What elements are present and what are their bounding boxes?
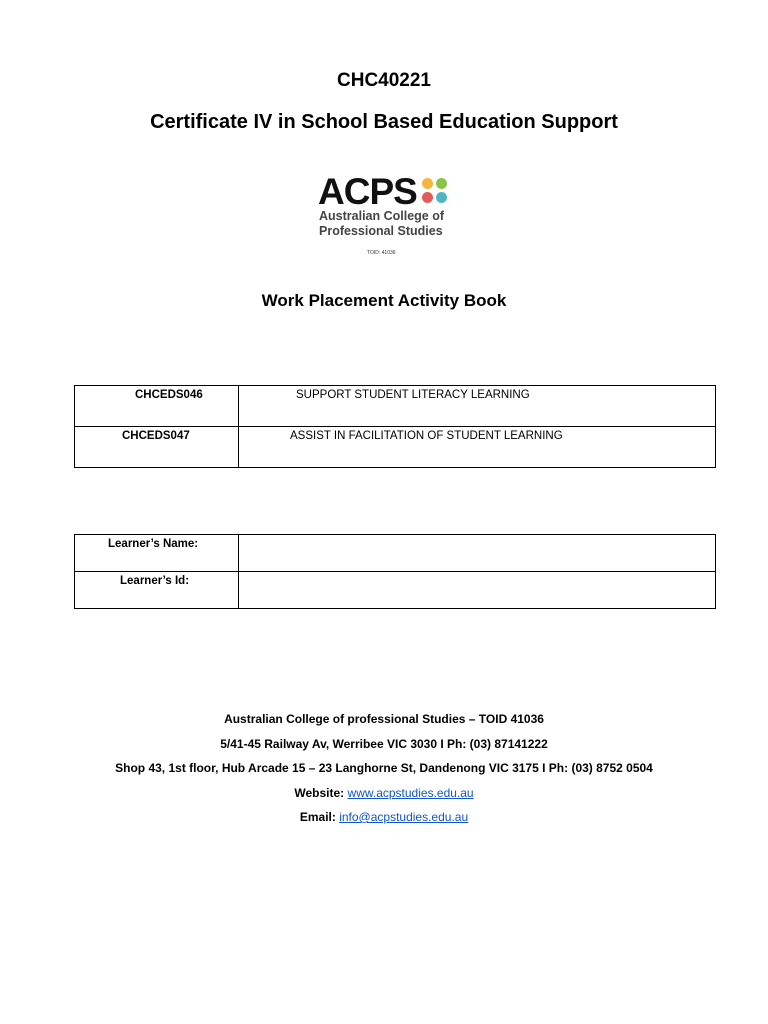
unit-code: CHCEDS047 bbox=[122, 430, 190, 442]
logo-dot-2 bbox=[436, 178, 447, 189]
learner-name-field[interactable] bbox=[239, 535, 716, 572]
contact-footer bbox=[0, 707, 768, 830]
unit-title-cell bbox=[239, 386, 716, 427]
email-line bbox=[0, 805, 768, 830]
table-row bbox=[75, 572, 716, 609]
unit-title: SUPPORT STUDENT LITERACY LEARNING bbox=[296, 389, 530, 401]
table-row bbox=[75, 427, 716, 468]
learner-id-label-cell bbox=[75, 572, 239, 609]
units-table bbox=[74, 385, 716, 468]
logo-dot-4 bbox=[436, 192, 447, 203]
unit-code: CHCEDS046 bbox=[135, 389, 203, 401]
table-row bbox=[75, 386, 716, 427]
learner-id-value bbox=[239, 572, 715, 575]
website-label: Website: bbox=[294, 785, 345, 800]
email-link[interactable]: info@acpstudies.edu.au bbox=[339, 810, 469, 824]
college-line: Australian College of professional Studies – TOID 41036 bbox=[224, 712, 544, 726]
learner-name-label: Learner’s Name: bbox=[108, 538, 199, 550]
book-title: Work Placement Activity Book bbox=[261, 291, 507, 310]
unit-title: ASSIST IN FACILITATION OF STUDENT LEARNING bbox=[290, 430, 563, 442]
learner-table bbox=[74, 534, 716, 609]
logo-subtitle bbox=[319, 209, 444, 239]
logo-dots-icon bbox=[422, 178, 450, 206]
course-code: CHC40221 bbox=[337, 70, 431, 91]
logo-dot-3 bbox=[422, 192, 433, 203]
website-line bbox=[0, 781, 768, 806]
unit-title-cell bbox=[239, 427, 716, 468]
email-label: Email: bbox=[299, 810, 336, 824]
address-werribee: 5/41-45 Railway Av, Werribee VIC 3030 I Ph: (03) 87141222 bbox=[220, 736, 548, 751]
learner-id-field[interactable] bbox=[239, 572, 716, 609]
unit-code-cell bbox=[75, 386, 239, 427]
logo-line-2: Professional Studies bbox=[319, 224, 443, 238]
address-dandenong: Shop 43, 1st floor, Hub Arcade 15 – 23 Langhorne St, Dandenong VIC 3175 I Ph: (03) 8752 0504 bbox=[115, 761, 653, 775]
unit-code-cell bbox=[75, 427, 239, 468]
logo-toid: TOID: 41036 bbox=[367, 250, 396, 256]
learner-id-label: Learner’s Id: bbox=[120, 575, 190, 587]
logo-line-1: Australian College of bbox=[319, 209, 445, 223]
website-link[interactable]: www.acpstudies.edu.au bbox=[347, 785, 474, 800]
acps-logo bbox=[318, 172, 454, 258]
table-row bbox=[75, 535, 716, 572]
learner-name-value bbox=[239, 535, 715, 538]
logo-dot-1 bbox=[422, 178, 433, 189]
logo-wordmark: ACPS bbox=[318, 171, 417, 212]
learner-name-label-cell bbox=[75, 535, 239, 572]
certificate-title: Certificate IV in School Based Education Support bbox=[150, 111, 618, 133]
